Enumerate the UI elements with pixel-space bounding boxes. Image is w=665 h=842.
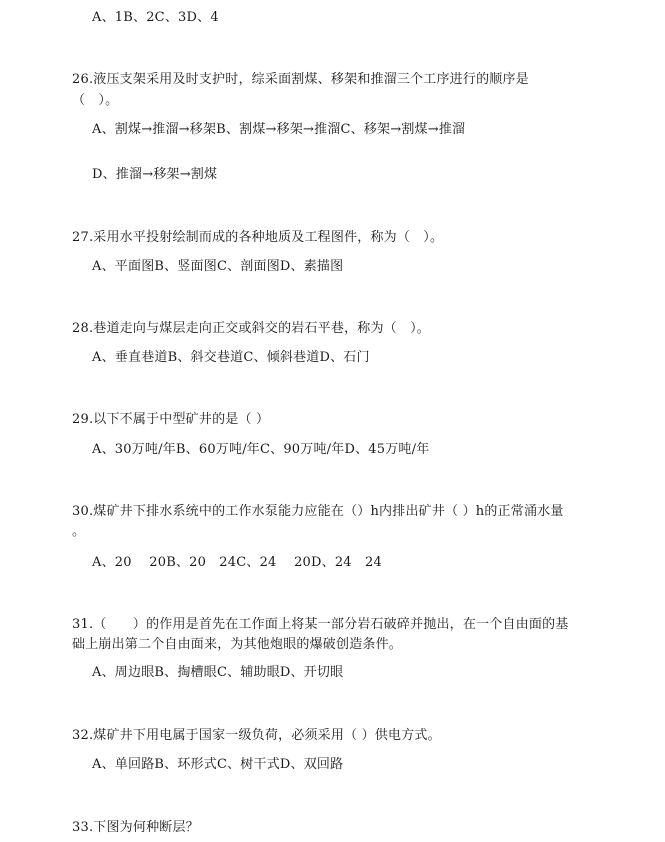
q27-stem: 27.采用水平投射绘制而成的各种地质及工程图件，称为（ ）。: [72, 230, 444, 245]
q31-options: A、周边眼B、掏槽眼C、辅助眼D、开切眼: [92, 665, 344, 680]
q27-options: A、平面图B、竖面图C、剖面图D、素描图: [92, 259, 344, 274]
q26-options-line-2: D、推溜→移架→割煤: [92, 167, 218, 182]
q25-options: A、1B、2C、3D、4: [92, 10, 219, 25]
q30-stem-line-1: 30.煤矿井下排水系统中的工作水泵能力应能在（）h内排出矿井（ ）h的正常涌水量: [72, 504, 564, 519]
q30-stem-line-2: 。: [72, 524, 86, 539]
q26-stem-line-1: 26.液压支架采用及时支护时，综采面割煤、移架和推溜三个工序进行的顺序是: [72, 72, 529, 87]
q26-stem-line-2: （ ）。: [72, 93, 119, 108]
q29-options: A、30万吨/年B、60万吨/年C、90万吨/年D、45万吨/年: [92, 442, 430, 457]
q31-stem-line-1: 31.（ ）的作用是首先在工作面上将某一部分岩石破碎并抛出，在一个自由面的基: [72, 617, 569, 632]
q32-options: A、单回路B、环形式C、树干式D、双回路: [92, 757, 344, 772]
q32-stem: 32.煤矿井下用电属于国家一级负荷，必须采用（ ）供电方式。: [72, 728, 441, 743]
q28-stem: 28.巷道走向与煤层走向正交或斜交的岩石平巷，称为（ ）。: [72, 321, 430, 336]
q28-options: A、垂直巷道B、斜交巷道C、倾斜巷道D、石门: [92, 350, 370, 365]
q26-options-line-1: A、割煤→推溜→移架B、割煤→移架→推溜C、移架→割煤→推溜: [92, 122, 466, 137]
q33-stem: 33.下图为何种断层？: [72, 820, 199, 835]
q29-stem: 29.以下不属于中型矿井的是（ ）: [72, 412, 270, 427]
q31-stem-line-2: 础上崩出第二个自由面来，为其他炮眼的爆破创造条件。: [72, 637, 403, 652]
q30-options: A、20 20B、20 24C、24 20D、24 24: [92, 555, 382, 570]
